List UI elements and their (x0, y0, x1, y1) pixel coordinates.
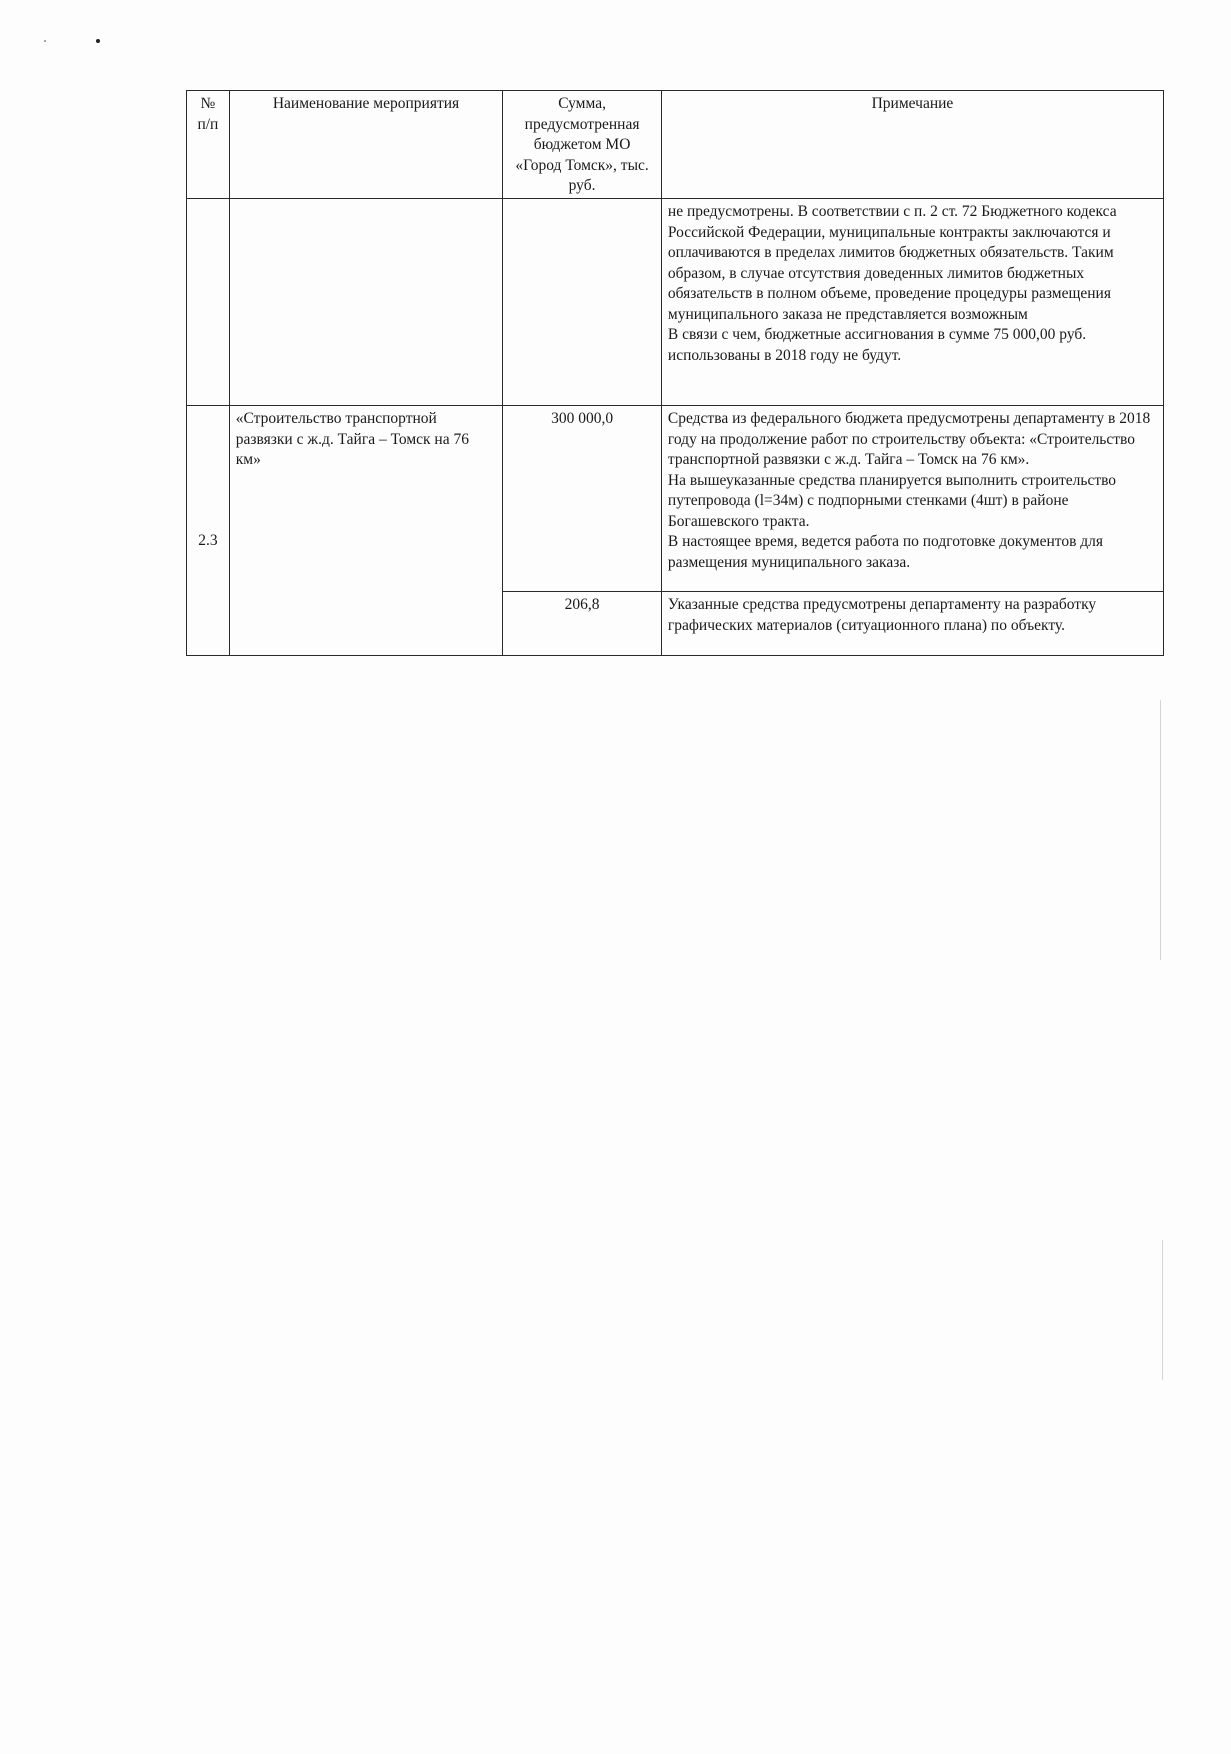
cell-note-2-3-a: Средства из федерального бюджета предусмотрены департаменту в 2018 году на продолжение работ по строительству объекта: «Строительство транспортной развязки с ж.д. Тайга – Томск на 76 км». На вышеуказанные средства планируется выполнить строительство путепровода (l=34м) с подпорными стенками (4шт) в районе Богашевского тракта. В настоящее время, ведется работа по подготовке документов для размещения муниципального заказа. (661, 406, 1163, 592)
table-row-continued (187, 199, 1164, 406)
budget-table (186, 90, 1164, 656)
cell-sum-2-3-b: 206,8 (503, 592, 662, 656)
scan-edge-line (1160, 700, 1161, 960)
scan-speck (96, 39, 100, 43)
cell-num (187, 199, 230, 406)
header-sum: Сумма, предусмотренная бюджетом МО «Город Томск», тыс. руб. (503, 91, 662, 199)
cell-num-2-3: 2.3 (187, 406, 230, 656)
header-note: Примечание (661, 91, 1163, 199)
scan-edge-line (1162, 1240, 1163, 1380)
cell-sum (503, 199, 662, 406)
cell-name-2-3: «Строительство транспортной развязки с ж.д. Тайга – Томск на 76 км» (229, 406, 502, 656)
cell-note-2-3-b: Указанные средства предусмотрены департаменту на разработку графических материалов (ситуационного плана) по объекту. (661, 592, 1163, 656)
cell-note: не предусмотрены. В соответствии с п. 2 ст. 72 Бюджетного кодекса Российской Федерации, муниципальные контракты заключаются и оплачиваются в пределах лимитов бюджетных обязательств. Таким образом, в случае отсутствия доведенных лимитов бюджетных обязательств в полном объеме, проведение процедуры размещения муниципального заказа не представляется возможным В связи с чем, бюджетные ассигнования в сумме 75 000,00 руб. использованы в 2018 году не будут. (661, 199, 1163, 406)
header-name: Наименование мероприятия (229, 91, 502, 199)
scan-speck (44, 40, 46, 42)
cell-sum-2-3-a: 300 000,0 (503, 406, 662, 592)
header-num: № п/п (187, 91, 230, 199)
table-row-2-3-a (187, 406, 1164, 592)
cell-name (229, 199, 502, 406)
table-header-row (187, 91, 1164, 199)
